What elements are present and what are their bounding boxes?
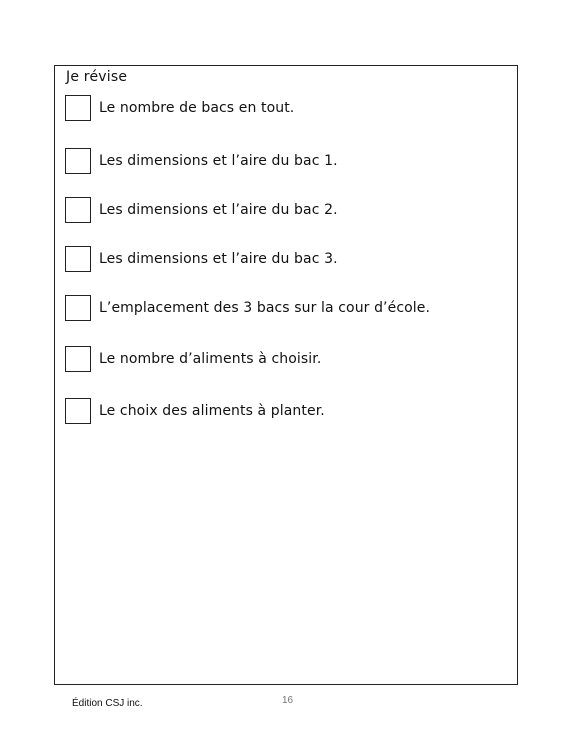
- checklist-item: [65, 245, 338, 273]
- checklist-item: [65, 294, 430, 322]
- page-number: 16: [282, 695, 294, 706]
- checklist-item: [65, 147, 338, 175]
- revision-checklist-frame: [54, 65, 518, 685]
- checklist-item-label: Le choix des aliments à planter.: [99, 403, 325, 419]
- checklist-heading: Je révise: [66, 69, 128, 85]
- checkbox[interactable]: [65, 197, 91, 223]
- checklist-item-label: Les dimensions et l’aire du bac 3.: [99, 251, 338, 267]
- publisher-footer: Édition CSJ inc.: [72, 698, 143, 709]
- checklist-item-label: Les dimensions et l’aire du bac 1.: [99, 153, 338, 169]
- checklist-item-label: Le nombre d’aliments à choisir.: [99, 351, 322, 367]
- checklist-item-label: L’emplacement des 3 bacs sur la cour d’école.: [99, 300, 431, 316]
- checklist-item: [65, 94, 294, 122]
- checklist-item-label: Les dimensions et l’aire du bac 2.: [99, 202, 338, 218]
- checkbox[interactable]: [65, 346, 91, 372]
- checkbox[interactable]: [65, 246, 91, 272]
- checkbox[interactable]: [65, 148, 91, 174]
- checklist-item: [65, 196, 338, 224]
- checkbox[interactable]: [65, 95, 91, 121]
- checklist-item: [65, 345, 321, 373]
- checkbox[interactable]: [65, 295, 91, 321]
- checkbox[interactable]: [65, 398, 91, 424]
- checklist-item: [65, 397, 325, 425]
- checklist-item-label: Le nombre de bacs en tout.: [99, 100, 295, 116]
